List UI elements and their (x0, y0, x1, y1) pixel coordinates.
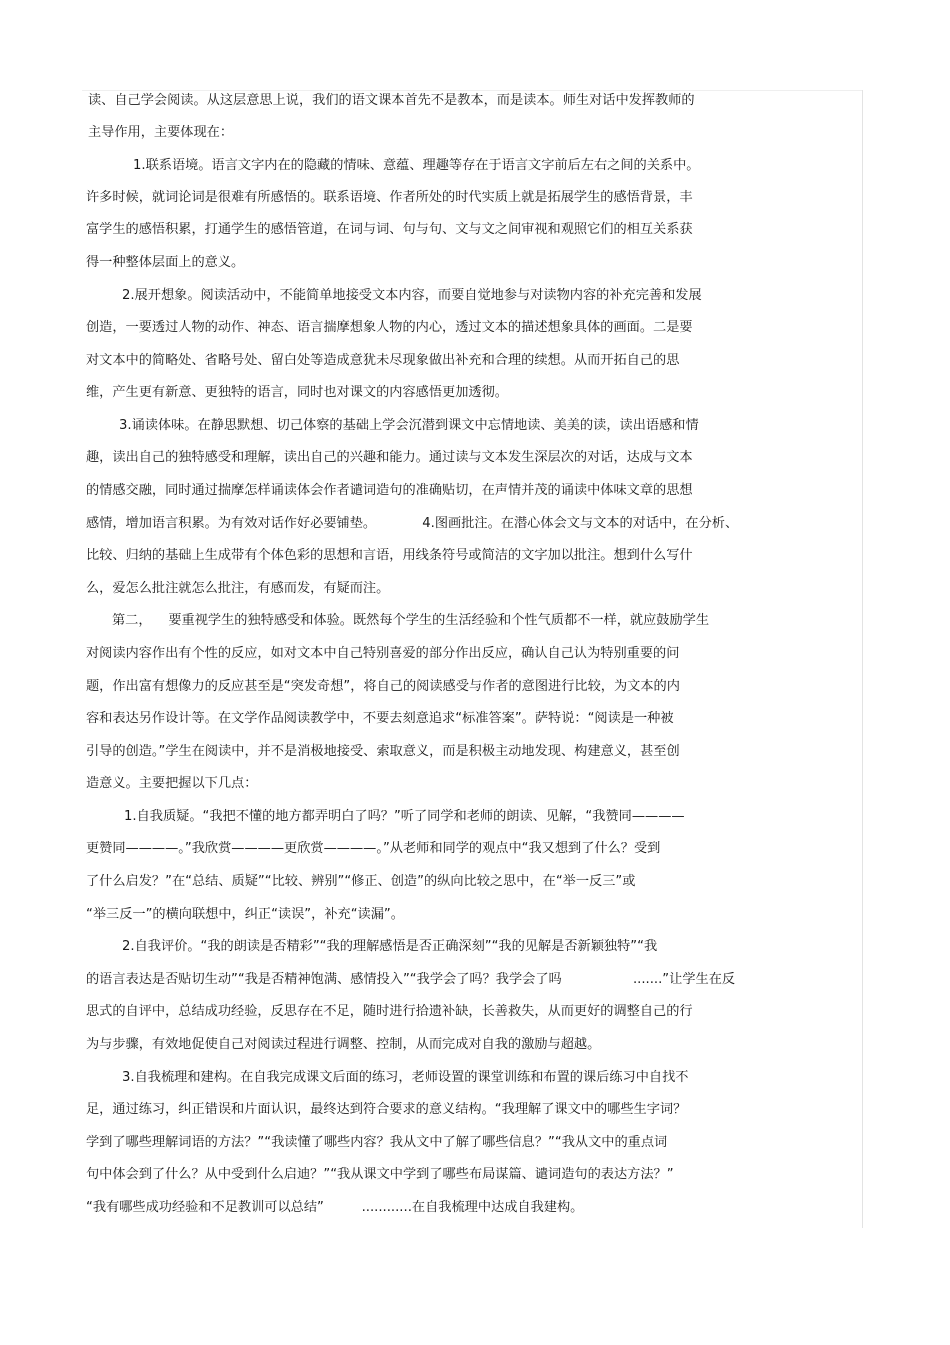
text-line: 对文本中的简略处、省略号处、留白处等造成意犹未尽现象做出补充和合理的续想。从而开拓自己的思 (86, 353, 680, 368)
text-line: 句中体会到了什么？从中受到什么启迪？”“我从课文中学到了哪些布局谋篇、谴词造句的表达方法？” (86, 1167, 674, 1182)
text-line: 感情，增加语言积累。为有效对话作好必要铺垫。 4.图画批注。在潜心体会文与文本的对话中，在分析、 (86, 516, 739, 531)
text-line: 许多时候，就词论词是很难有所感悟的。联系语境、作者所处的时代实质上就是拓展学生的感悟背景，丰 (86, 190, 693, 205)
text-line: 3.自我梳理和建构。在自我完成课文后面的练习，老师设置的课堂训练和布置的课后练习中自找不 (122, 1070, 689, 1085)
text-line: 容和表达另作设计等。在文学作品阅读教学中，不要去刻意追求“标准答案”。萨特说：“阅读是一种被 (86, 711, 674, 726)
text-line: 了什么启发？”在“总结、质疑”“比较、辨别”“修正、创造”的纵向比较之思中，在“举一反三”或 (86, 874, 636, 889)
text-line: 题，作出富有想像力的反应甚至是“突发奇想”，将自己的阅读感受与作者的意图进行比较，为文本的内 (86, 679, 680, 694)
text-line: 3.诵读体味。在静思默想、切己体察的基础上学会沉潜到课文中忘情地读、美美的读，读出语感和情 (119, 418, 699, 433)
text-line: “举三反一”的横向联想中，纠正“读误”，补充“读漏”。 (86, 907, 404, 922)
page-top-rule (82, 90, 862, 91)
text-line: 2.展开想象。阅读活动中，不能简单地接受文本内容，而要自觉地参与对读物内容的补充完善和发展 (122, 288, 702, 303)
text-line: 2.自我评价。“我的朗读是否精彩”“我的理解感悟是否正确深刻”“我的见解是否新颖独特”“我 (122, 939, 658, 954)
text-line: 比较、归纳的基础上生成带有个体色彩的思想和言语，用线条符号或简洁的文字加以批注。想到什么写什 (86, 548, 693, 563)
text-line: 的语言表达是否贴切生动”“我是否精神饱满、感情投入”“我学会了吗？我学会了吗 .......”让学生在反 (86, 972, 736, 987)
text-line: 引导的创造。”学生在阅读中，并不是消极地接受、索取意义，而是积极主动地发现、构建意义，甚至创 (86, 744, 680, 759)
text-line: 趣，读出自己的独特感受和理解，读出自己的兴趣和能力。通过读与文本发生深层次的对话，达成与文本 (86, 450, 693, 465)
text-line: 创造，一要透过人物的动作、神态、语言揣摩想象人物的内心，透过文本的描述想象具体的画面。二是要 (86, 320, 693, 335)
text-line: 第二， 要重视学生的独特感受和体验。既然每个学生的生活经验和个性气质都不一样，就应鼓励学生 (112, 613, 710, 628)
text-line: 1.联系语境。语言文字内在的隐藏的情味、意蕴、理趣等存在于语言文字前后左右之间的关系中。 (133, 158, 700, 173)
text-line: 维，产生更有新意、更独特的语言，同时也对课文的内容感悟更加透彻。 (86, 385, 508, 400)
text-line: “我有哪些成功经验和不足教训可以总结” ............在自我梳理中达成自我建构。 (86, 1200, 584, 1215)
text-line: 造意义。主要把握以下几点： (86, 776, 258, 791)
page-right-rule (862, 90, 863, 1228)
text-line: 得一种整体层面上的意义。 (86, 255, 245, 270)
text-line: 对阅读内容作出有个性的反应，如对文本中自己特别喜爱的部分作出反应，确认自己认为特别重要的问 (86, 646, 680, 661)
text-line: 思式的自评中，总结成功经验，反思存在不足，随时进行拾遗补缺，长善救失，从而更好的调整自己的行 (86, 1004, 693, 1019)
text-line: 的情感交融，同时通过揣摩怎样诵读体会作者谴词造句的准确贴切，在声情并茂的诵读中体味文章的思想 (86, 483, 693, 498)
text-line: 读、自己学会阅读。从这层意思上说，我们的语文课本首先不是教本，而是读本。师生对话中发挥教师的 (88, 93, 695, 108)
text-line: 富学生的感悟积累，打通学生的感悟管道，在词与词、句与句、文与文之间审视和观照它们的相互关系获 (86, 222, 693, 237)
text-line: 主导作用，主要体现在： (88, 125, 234, 140)
text-line: 更赞同————。”我欣赏————更欣赏————。”从老师和同学的观点中“我又想到了什么？受到 (86, 841, 661, 856)
text-line: 为与步骤，有效地促使自己对阅读过程进行调整、控制，从而完成对自我的激励与超越。 (86, 1037, 601, 1052)
text-line: 1.自我质疑。“我把不懂的地方都弄明白了吗？”听了同学和老师的朗读、见解，“我赞同———— (124, 809, 685, 824)
text-line: 足，通过练习，纠正错误和片面认识，最终达到符合要求的意义结构。“我理解了课文中的哪些生字词？ (86, 1102, 687, 1117)
text-line: 么，爱怎么批注就怎么批注，有感而发，有疑而注。 (86, 581, 390, 596)
text-line: 学到了哪些理解词语的方法？”“我读懂了哪些内容？我从文中了解了哪些信息？”“我从文中的重点词 (86, 1135, 668, 1150)
